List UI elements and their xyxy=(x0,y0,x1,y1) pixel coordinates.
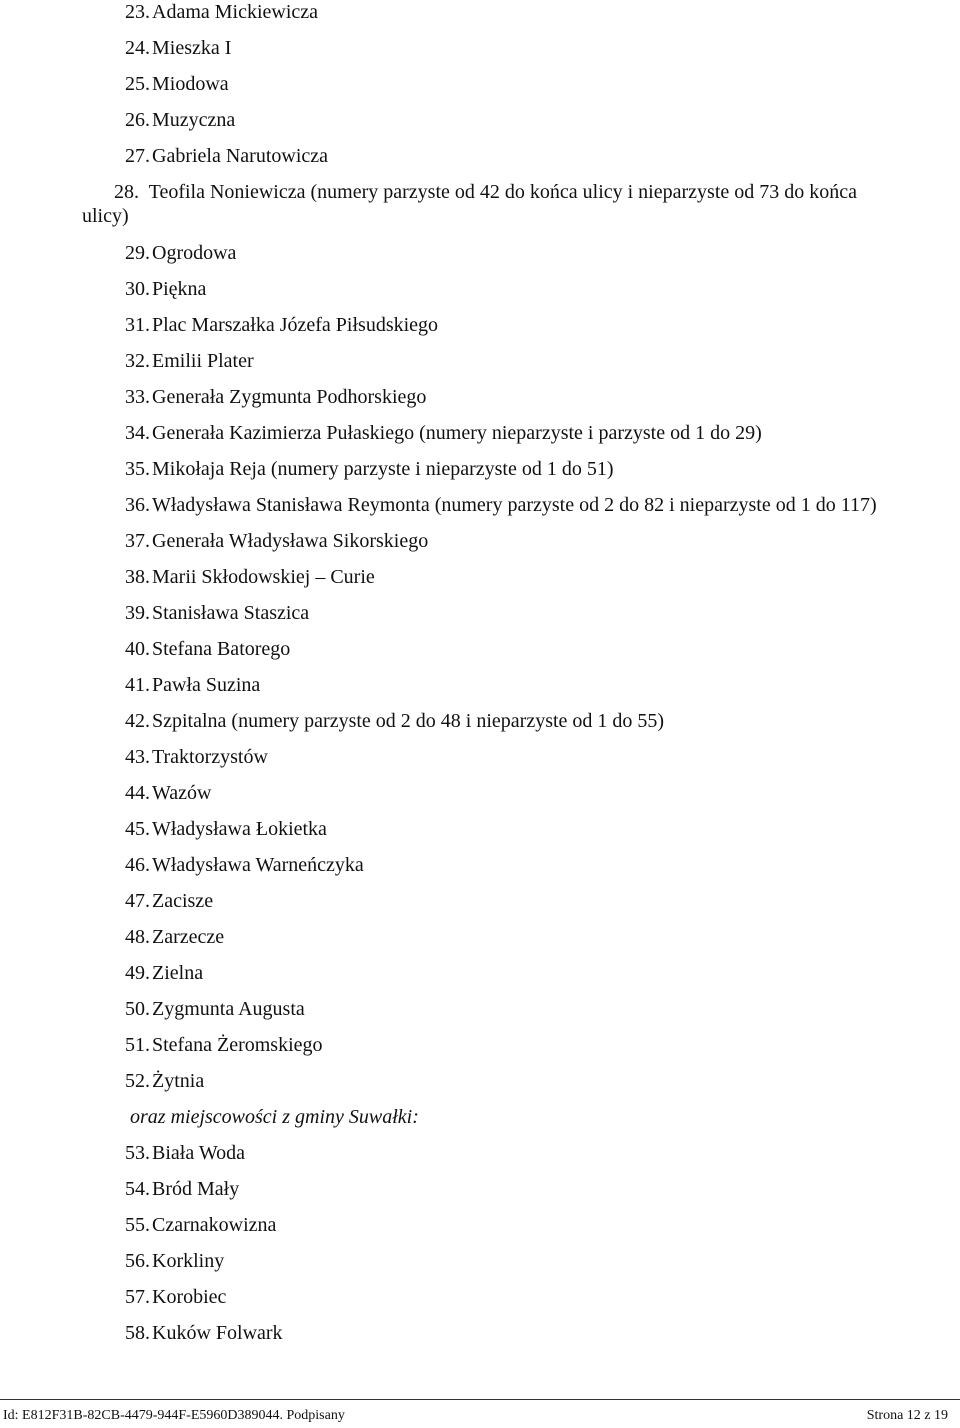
item-text: Emilii Plater xyxy=(152,350,254,372)
item-text: Traktorzystów xyxy=(152,746,268,768)
item-text: Żytnia xyxy=(152,1070,205,1092)
item-text: Generała Zygmunta Podhorskiego xyxy=(152,386,427,408)
section-heading: oraz miejscowości z gminy Suwałki: xyxy=(130,1106,419,1128)
item-text: Korobiec xyxy=(152,1286,227,1308)
item-text: Władysława Warneńczyka xyxy=(152,854,364,876)
item-number: 27. xyxy=(125,145,150,167)
item-number: 55. xyxy=(125,1214,150,1236)
item-text: Zielna xyxy=(152,962,204,984)
item-text: Piękna xyxy=(152,278,207,300)
item-text: Generała Kazimierza Pułaskiego (numery nieparzyste i parzyste od 1 do 29) xyxy=(152,422,762,444)
item-text: Stanisława Staszica xyxy=(152,602,310,624)
item-text: Wazów xyxy=(152,782,212,804)
item-number: 24. xyxy=(125,37,150,59)
item-number: 35. xyxy=(125,458,150,480)
item-text: Korkliny xyxy=(152,1250,225,1272)
item-number: 41. xyxy=(125,674,150,696)
item-number: 26. xyxy=(125,109,150,131)
item-number: 33. xyxy=(125,386,150,408)
item-number: 31. xyxy=(125,314,150,336)
item-text: Mikołaja Reja (numery parzyste i nieparzyste od 1 do 51) xyxy=(152,458,614,480)
item-number: 36. xyxy=(125,494,150,516)
item-text: Stefana Batorego xyxy=(152,638,291,660)
item-text: Mieszka I xyxy=(152,37,232,59)
item-text-continuation: ulicy) xyxy=(82,205,129,227)
item-text: Biała Woda xyxy=(152,1142,245,1164)
item-number: 23. xyxy=(125,1,150,23)
item-number: 39. xyxy=(125,602,150,624)
item-number: 54. xyxy=(125,1178,150,1200)
item-number: 48. xyxy=(125,926,150,948)
item-text: Szpitalna (numery parzyste od 2 do 48 i nieparzyste od 1 do 55) xyxy=(152,710,665,732)
item-text: Pawła Suzina xyxy=(152,674,261,696)
item-text: Zygmunta Augusta xyxy=(152,998,305,1020)
item-number: 38. xyxy=(125,566,150,588)
item-text: Czarnakowizna xyxy=(152,1214,277,1236)
item-number: 42. xyxy=(125,710,150,732)
item-number: 30. xyxy=(125,278,150,300)
footer-page-number: Strona 12 z 19 xyxy=(866,1408,948,1423)
item-text: Ogrodowa xyxy=(152,242,237,264)
item-number: 37. xyxy=(125,530,150,552)
item-number: 43. xyxy=(125,746,150,768)
item-number: 51. xyxy=(125,1034,150,1056)
item-number: 49. xyxy=(125,962,150,984)
item-number: 57. xyxy=(125,1286,150,1308)
item-number: 58. xyxy=(125,1322,150,1344)
item-number: 34. xyxy=(125,422,150,444)
item-text: Zacisze xyxy=(152,890,214,912)
item-number: 32. xyxy=(125,350,150,372)
item-number: 56. xyxy=(125,1250,150,1272)
item-number: 25. xyxy=(125,73,150,95)
item-text: Adama Mickiewicza xyxy=(152,1,319,23)
item-number: 46. xyxy=(125,854,150,876)
item-text: Stefana Żeromskiego xyxy=(152,1034,323,1056)
item-text-line xyxy=(114,180,857,204)
item-text: Bród Mały xyxy=(152,1178,240,1200)
item-text: Gabriela Narutowicza xyxy=(152,145,329,167)
item-text: Plac Marszałka Józefa Piłsudskiego xyxy=(152,314,439,336)
item-number: 52. xyxy=(125,1070,150,1092)
item-text: Władysława Łokietka xyxy=(152,818,327,840)
item-text: Miodowa xyxy=(152,73,229,95)
item-text: Muzyczna xyxy=(152,109,236,131)
list-item xyxy=(82,180,952,228)
footer-divider xyxy=(0,1399,960,1400)
item-text: Marii Skłodowskiej – Curie xyxy=(152,566,375,588)
item-number: 29. xyxy=(125,242,150,264)
item-text: Generała Władysława Sikorskiego xyxy=(152,530,429,552)
footer-document-id: Id: E812F31B-82CB-4479-944F-E5960D389044. Podpisany xyxy=(3,1408,345,1423)
item-text: Kuków Folwark xyxy=(152,1322,283,1344)
item-number: 28. xyxy=(114,181,139,203)
item-number: 53. xyxy=(125,1142,150,1164)
item-text: Władysława Stanisława Reymonta (numery parzyste od 2 do 82 i nieparzyste od 1 do 117) xyxy=(152,494,877,516)
item-text: Zarzecze xyxy=(152,926,225,948)
item-number: 50. xyxy=(125,998,150,1020)
item-number: 40. xyxy=(125,638,150,660)
item-text: Teofila Noniewicza (numery parzyste od 42 do końca ulicy i nieparzyste od 73 do końca xyxy=(148,181,857,203)
item-number: 44. xyxy=(125,782,150,804)
item-number: 47. xyxy=(125,890,150,912)
item-number: 45. xyxy=(125,818,150,840)
